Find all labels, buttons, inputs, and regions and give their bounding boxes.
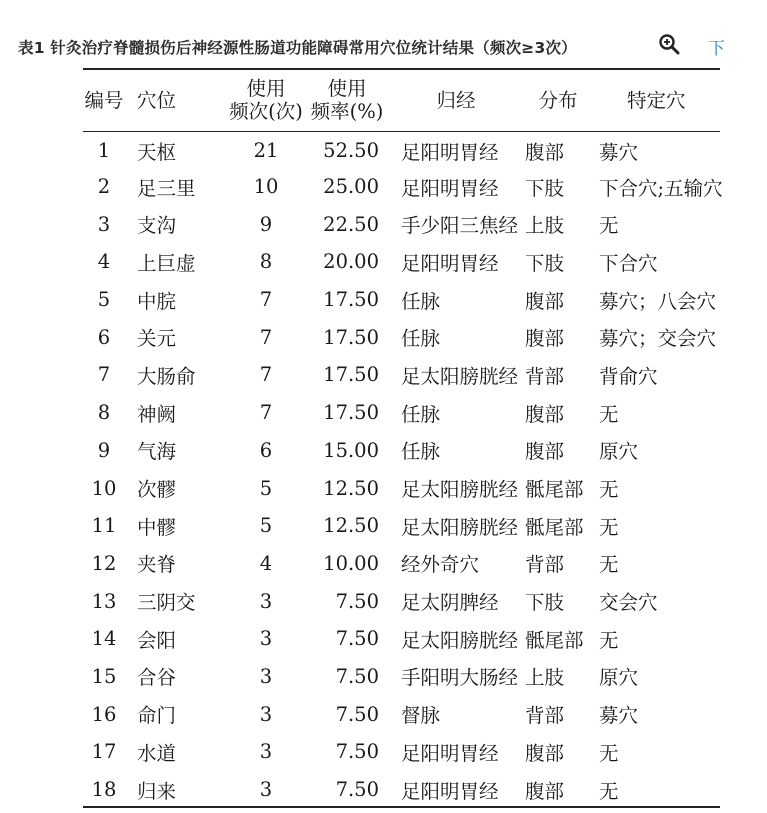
table-row — [83, 620, 767, 658]
cell-rate: 22.50 — [323, 212, 379, 236]
cell-meridian: 足太阳膀胱经 — [401, 515, 519, 539]
cell-no: 17 — [91, 740, 117, 764]
cell-meridian: 经外奇穴 — [401, 553, 480, 577]
cell-meridian: 任脉 — [401, 327, 441, 351]
cell-frequency: 3 — [259, 740, 273, 764]
cell-rate: 12.50 — [323, 476, 379, 500]
cell-distribution: 腹部 — [525, 440, 565, 464]
header-rate-line2: 频率(%) — [310, 100, 384, 123]
table-header-row — [83, 70, 767, 130]
header-rate-line1: 使用 — [327, 77, 367, 100]
cell-no: 4 — [97, 250, 111, 274]
cell-special-point: 无 — [599, 553, 619, 577]
cell-no: 11 — [91, 514, 117, 538]
cell-no: 12 — [91, 551, 117, 575]
table-body — [83, 130, 767, 808]
cell-meridian: 足阳明胃经 — [401, 140, 499, 164]
caption-bar — [0, 0, 725, 66]
cell-distribution: 下肢 — [525, 176, 565, 200]
table-row — [83, 469, 767, 507]
header-rate — [303, 70, 391, 130]
table-row — [83, 733, 767, 771]
header-name: 穴位 — [137, 88, 177, 112]
cell-acupoint: 关元 — [137, 327, 177, 351]
cell-acupoint: 中髎 — [137, 515, 177, 539]
cell-frequency: 10 — [253, 175, 279, 199]
cell-no: 15 — [91, 664, 117, 688]
acupoint-table — [83, 70, 767, 808]
cell-frequency: 3 — [259, 778, 273, 802]
cell-distribution: 腹部 — [525, 327, 565, 351]
cell-no: 13 — [91, 589, 117, 613]
cell-special-point: 原穴 — [599, 666, 639, 690]
cell-special-point: 无 — [599, 402, 619, 426]
cell-no: 2 — [97, 175, 111, 199]
cell-frequency: 7 — [259, 363, 273, 387]
cell-rate: 17.50 — [323, 325, 379, 349]
cell-rate: 7.50 — [335, 778, 379, 802]
cell-special-point: 下合穴 — [599, 251, 658, 275]
cell-frequency: 7 — [259, 325, 273, 349]
cell-rate: 25.00 — [323, 175, 379, 199]
table-row — [83, 582, 767, 620]
table-row — [83, 432, 767, 470]
cell-meridian: 督脉 — [401, 704, 441, 728]
cell-acupoint: 水道 — [137, 741, 177, 765]
table-row — [83, 356, 767, 394]
cell-no: 3 — [97, 212, 111, 236]
table-row — [83, 318, 767, 356]
cell-no: 18 — [91, 778, 117, 802]
table-row — [83, 545, 767, 583]
cell-meridian: 任脉 — [401, 440, 441, 464]
cell-rate: 7.50 — [335, 664, 379, 688]
table-row — [83, 243, 767, 281]
cell-distribution: 背部 — [525, 364, 565, 388]
cell-special-point: 无 — [599, 628, 619, 652]
cell-no: 10 — [91, 476, 117, 500]
cell-special-point: 募穴；八会穴 — [599, 289, 717, 313]
cell-acupoint: 合谷 — [137, 666, 177, 690]
cell-distribution: 下肢 — [525, 591, 565, 615]
cell-frequency: 5 — [259, 476, 273, 500]
cell-special-point: 无 — [599, 214, 619, 238]
cell-no: 9 — [97, 438, 111, 462]
cell-meridian: 足太阳膀胱经 — [401, 478, 519, 502]
cell-rate: 17.50 — [323, 401, 379, 425]
cell-meridian: 足太阴脾经 — [401, 591, 499, 615]
cell-rate: 15.00 — [323, 438, 379, 462]
cell-distribution: 腹部 — [525, 402, 565, 426]
cell-rate: 7.50 — [335, 589, 379, 613]
table-row — [83, 394, 767, 432]
cell-acupoint: 上巨虚 — [137, 251, 196, 275]
acupoint-table-container — [83, 68, 723, 813]
cell-rate: 7.50 — [335, 740, 379, 764]
cell-special-point: 无 — [599, 741, 619, 765]
cell-acupoint: 神阙 — [137, 402, 177, 426]
cell-no: 5 — [97, 288, 111, 312]
cell-meridian: 手少阳三焦经 — [401, 214, 519, 238]
more-link[interactable]: 下 — [708, 39, 725, 59]
cell-distribution: 上肢 — [525, 666, 565, 690]
header-frequency-line1: 使用 — [246, 77, 286, 100]
cell-special-point: 背俞穴 — [599, 364, 658, 388]
cell-distribution: 腹部 — [525, 140, 565, 164]
cell-acupoint: 夹脊 — [137, 553, 177, 577]
cell-distribution: 腹部 — [525, 289, 565, 313]
cell-acupoint: 命门 — [137, 704, 177, 728]
cell-acupoint: 中脘 — [137, 289, 177, 313]
cell-acupoint: 归来 — [137, 779, 177, 803]
cell-meridian: 足阳明胃经 — [401, 176, 499, 200]
cell-meridian: 足阳明胃经 — [401, 741, 499, 765]
cell-rate: 17.50 — [323, 363, 379, 387]
cell-special-point: 无 — [599, 779, 619, 803]
cell-distribution: 骶尾部 — [525, 478, 584, 502]
table-row — [83, 507, 767, 545]
cell-special-point: 下合穴;五输穴 — [599, 176, 723, 200]
header-special-point: 特定穴 — [627, 88, 686, 112]
cell-distribution: 下肢 — [525, 251, 565, 275]
cell-frequency: 8 — [259, 250, 273, 274]
cell-acupoint: 三阴交 — [137, 591, 196, 615]
cell-special-point: 募穴 — [599, 140, 639, 164]
cell-acupoint: 足三里 — [137, 176, 196, 200]
cell-frequency: 4 — [259, 551, 273, 575]
table-row — [83, 168, 767, 206]
cell-distribution: 骶尾部 — [525, 628, 584, 652]
cell-meridian: 任脉 — [401, 402, 441, 426]
cell-acupoint: 会阳 — [137, 628, 177, 652]
cell-no: 14 — [91, 627, 117, 651]
cell-frequency: 7 — [259, 401, 273, 425]
cell-acupoint: 气海 — [137, 440, 177, 464]
cell-rate: 52.50 — [323, 139, 379, 163]
cell-special-point: 无 — [599, 478, 619, 502]
header-meridian: 归经 — [436, 88, 476, 112]
magnifier-plus-icon[interactable] — [658, 33, 680, 55]
cell-frequency: 21 — [253, 139, 279, 163]
cell-special-point: 交会穴 — [599, 591, 658, 615]
cell-no: 8 — [97, 401, 111, 425]
cell-frequency: 3 — [259, 627, 273, 651]
cell-acupoint: 大肠俞 — [137, 364, 196, 388]
cell-frequency: 3 — [259, 589, 273, 613]
cell-no: 1 — [97, 139, 111, 163]
table-row — [83, 695, 767, 733]
cell-meridian: 手阳明大肠经 — [401, 666, 519, 690]
header-frequency-line2: 频次(次) — [229, 100, 303, 123]
cell-meridian: 足阳明胃经 — [401, 251, 499, 275]
cell-frequency: 3 — [259, 664, 273, 688]
cell-meridian: 足太阳膀胱经 — [401, 628, 519, 652]
cell-meridian: 足太阳膀胱经 — [401, 364, 519, 388]
cell-frequency: 7 — [259, 288, 273, 312]
cell-no: 16 — [91, 702, 117, 726]
table-row — [83, 771, 767, 809]
cell-rate: 12.50 — [323, 514, 379, 538]
cell-rate: 20.00 — [323, 250, 379, 274]
cell-rate: 7.50 — [335, 627, 379, 651]
cell-acupoint: 次髎 — [137, 478, 177, 502]
table-row — [83, 281, 767, 319]
header-no: 编号 — [84, 88, 124, 112]
cell-no: 6 — [97, 325, 111, 349]
cell-rate: 7.50 — [335, 702, 379, 726]
table-row — [83, 130, 767, 168]
cell-special-point: 募穴；交会穴 — [599, 327, 717, 351]
header-frequency — [229, 70, 303, 130]
cell-special-point: 原穴 — [599, 440, 639, 464]
cell-rate: 10.00 — [323, 551, 379, 575]
cell-frequency: 3 — [259, 702, 273, 726]
cell-distribution: 背部 — [525, 704, 565, 728]
cell-rate: 17.50 — [323, 288, 379, 312]
cell-meridian: 任脉 — [401, 289, 441, 313]
table-row — [83, 205, 767, 243]
cell-distribution: 腹部 — [525, 779, 565, 803]
cell-no: 7 — [97, 363, 111, 387]
table-row — [83, 658, 767, 696]
cell-distribution: 背部 — [525, 553, 565, 577]
cell-acupoint: 支沟 — [137, 214, 177, 238]
cell-frequency: 5 — [259, 514, 273, 538]
cell-distribution: 腹部 — [525, 741, 565, 765]
cell-special-point: 无 — [599, 515, 619, 539]
cell-frequency: 9 — [259, 212, 273, 236]
cell-distribution: 上肢 — [525, 214, 565, 238]
cell-frequency: 6 — [259, 438, 273, 462]
table-caption: 表1 针灸治疗脊髓损伤后神经源性肠道功能障碍常用穴位统计结果（频次≥3次） — [18, 39, 577, 57]
cell-acupoint: 天枢 — [137, 140, 177, 164]
header-distribution: 分布 — [538, 88, 578, 112]
cell-special-point: 募穴 — [599, 704, 639, 728]
cell-distribution: 骶尾部 — [525, 515, 584, 539]
cell-meridian: 足阳明胃经 — [401, 779, 499, 803]
